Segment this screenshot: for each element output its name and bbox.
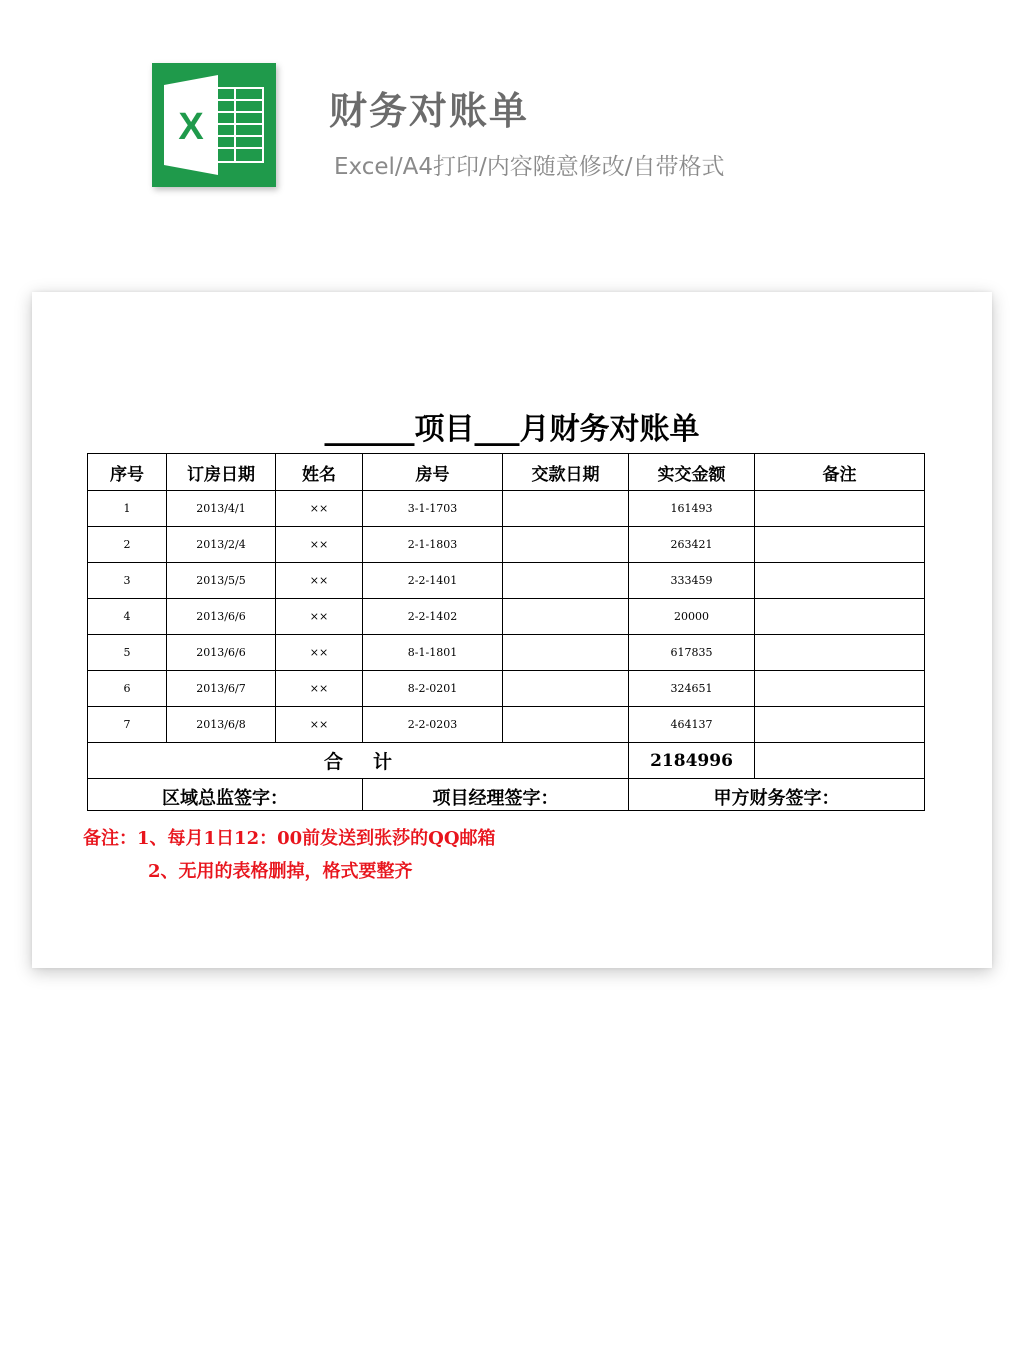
table-row (88, 635, 925, 671)
page-subtitle: Excel/A4打印/内容随意修改/自带格式 (334, 154, 725, 180)
signature-client-finance: 甲方财务签字： (629, 779, 925, 811)
table-row (88, 491, 925, 527)
table-cell: 2-2-1402 (363, 599, 503, 635)
table-cell (755, 635, 925, 671)
table-cell: ×× (276, 563, 363, 599)
table-cell: 2013/6/8 (167, 707, 276, 743)
signature-project-manager: 项目经理签字： (363, 779, 629, 811)
column-header: 订房日期 (167, 454, 276, 491)
column-header: 序号 (88, 454, 167, 491)
table-cell: 2013/6/7 (167, 671, 276, 707)
table-cell: ×× (276, 671, 363, 707)
table-cell: ×× (276, 635, 363, 671)
table-cell: 1 (88, 491, 167, 527)
table-cell (503, 671, 629, 707)
table-cell (503, 707, 629, 743)
table-cell (503, 635, 629, 671)
table-cell: 2-2-1401 (363, 563, 503, 599)
table-cell (755, 707, 925, 743)
table-cell (503, 563, 629, 599)
table-cell: 7 (88, 707, 167, 743)
table-cell: ×× (276, 527, 363, 563)
table-cell (503, 527, 629, 563)
document-preview (32, 292, 992, 968)
column-header: 实交金额 (629, 454, 755, 491)
table-cell: ×× (276, 491, 363, 527)
ledger-table (87, 453, 925, 811)
signature-row (88, 779, 925, 811)
table-cell: 333459 (629, 563, 755, 599)
table-cell: 3-1-1703 (363, 491, 503, 527)
column-header: 交款日期 (503, 454, 629, 491)
column-header: 备注 (755, 454, 925, 491)
table-cell (755, 743, 925, 779)
table-cell: 2013/6/6 (167, 599, 276, 635)
total-row (88, 743, 925, 779)
table-cell (755, 671, 925, 707)
table-cell: 20000 (629, 599, 755, 635)
excel-logo-icon (152, 63, 276, 187)
table-cell (755, 563, 925, 599)
table-cell (755, 527, 925, 563)
table-row (88, 527, 925, 563)
table-cell: 2013/4/1 (167, 491, 276, 527)
total-value: 2184996 (629, 743, 755, 779)
column-header: 房号 (363, 454, 503, 491)
table-cell: 8-2-0201 (363, 671, 503, 707)
table-cell: 2013/2/4 (167, 527, 276, 563)
excel-logo-letter: X (178, 106, 204, 148)
table-row (88, 707, 925, 743)
table-cell: 3 (88, 563, 167, 599)
table-cell: 263421 (629, 527, 755, 563)
note-line-2: 2、无用的表格删掉，格式要整齐 (148, 861, 413, 882)
table-cell: 464137 (629, 707, 755, 743)
signature-regional-director: 区域总监签字： (88, 779, 363, 811)
table-cell: 2-2-0203 (363, 707, 503, 743)
table-cell: 324651 (629, 671, 755, 707)
table-cell: 5 (88, 635, 167, 671)
table-cell: 8-1-1801 (363, 635, 503, 671)
total-label: 合计 (88, 743, 629, 779)
page-title: 财务对账单 (329, 89, 530, 133)
table-cell (503, 599, 629, 635)
table-row (88, 563, 925, 599)
column-header: 姓名 (276, 454, 363, 491)
table-cell: 6 (88, 671, 167, 707)
table-header-row (88, 454, 925, 491)
table-cell: ×× (276, 599, 363, 635)
table-row (88, 671, 925, 707)
table-row (88, 599, 925, 635)
table-cell (755, 491, 925, 527)
table-cell: 2013/6/6 (167, 635, 276, 671)
table-cell: 161493 (629, 491, 755, 527)
table-cell: 4 (88, 599, 167, 635)
table-cell: 617835 (629, 635, 755, 671)
ledger-title: ______项目___月财务对账单 (324, 412, 700, 447)
table-cell (755, 599, 925, 635)
table-cell: 2-1-1803 (363, 527, 503, 563)
table-cell: 2013/5/5 (167, 563, 276, 599)
table-cell: ×× (276, 707, 363, 743)
table-cell: 2 (88, 527, 167, 563)
table-cell (503, 491, 629, 527)
note-line-1: 备注：1、每月1日12：00前发送到张莎的QQ邮箱 (83, 828, 496, 849)
